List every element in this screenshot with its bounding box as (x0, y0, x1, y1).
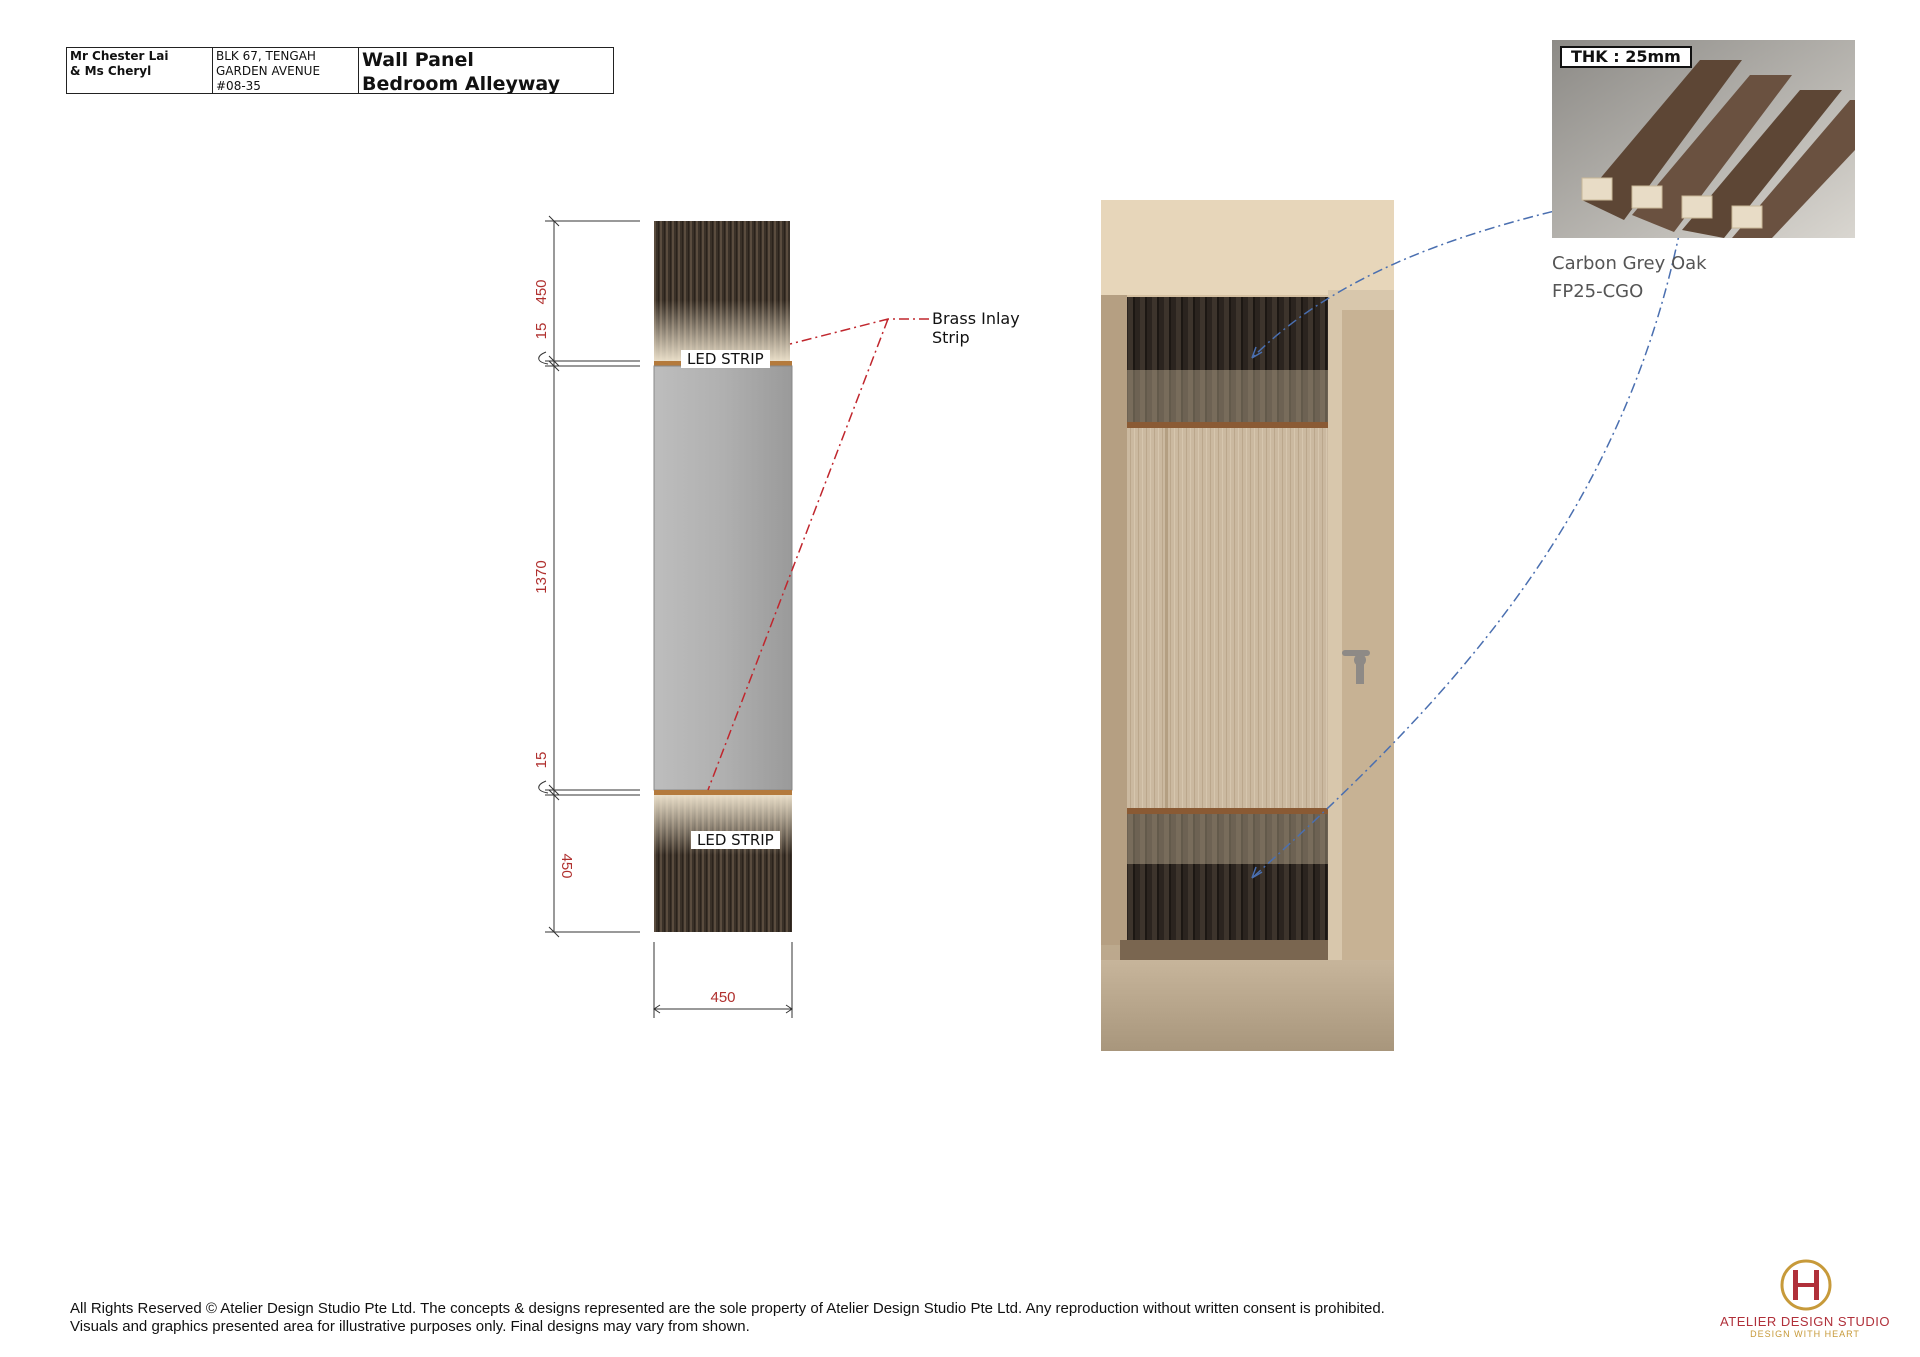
drawing-title-line-2: Bedroom Alleyway (362, 73, 561, 95)
brass-inlay-line-1: Brass Inlay (932, 309, 1020, 328)
copyright-footer (70, 1300, 1385, 1336)
brass-inlay-line-2: Strip (932, 328, 970, 347)
mirror-panel (654, 366, 792, 790)
address-line-2: GARDEN AVENUE (216, 64, 321, 78)
footer-line-2: Visuals and graphics presented area for illustrative purposes only. Final designs may vary from shown. (70, 1318, 750, 1335)
thickness-badge: THK : 25mm (1560, 46, 1692, 68)
material-name: Carbon Grey Oak (1552, 253, 1707, 274)
footer-line-1: All Rights Reserved © Atelier Design Studio Pte Ltd. The concepts & designs represented are the sole property of Atelier Design Studio Pte Ltd. Any reproduction without written consent is prohibited. (70, 1300, 1385, 1317)
dim-top-panel: 450 (533, 279, 550, 305)
address-line-3: #08-35 (216, 79, 261, 93)
brass-inlay-callout (932, 309, 1020, 347)
dim-mirror: 1370 (533, 560, 550, 594)
bottom-brass-inlay (654, 790, 792, 795)
drawing-title-line-1: Wall Panel (362, 49, 474, 71)
dim-bottom-inlay: 15 (533, 751, 550, 769)
material-label (1552, 250, 1707, 306)
address-line-1: BLK 67, TENGAH (216, 49, 316, 63)
led-strip-label-bottom: LED STRIP (691, 831, 780, 849)
dim-width: 450 (710, 989, 736, 1006)
led-strip-label-top: LED STRIP (681, 350, 770, 368)
material-swatch (1552, 40, 1855, 238)
dim-bottom-panel: 450 (558, 853, 575, 879)
studio-logo (1705, 1260, 1905, 1350)
room-render (1101, 200, 1394, 1051)
material-code: FP25-CGO (1552, 281, 1644, 302)
studio-name: ATELIER DESIGN STUDIO (1720, 1314, 1890, 1329)
studio-tagline: DESIGN WITH HEART (1750, 1329, 1860, 1339)
client-line-2: & Ms Cheryl (70, 64, 152, 78)
client-line-1: Mr Chester Lai (70, 49, 169, 63)
dim-top-inlay: 15 (533, 322, 550, 340)
